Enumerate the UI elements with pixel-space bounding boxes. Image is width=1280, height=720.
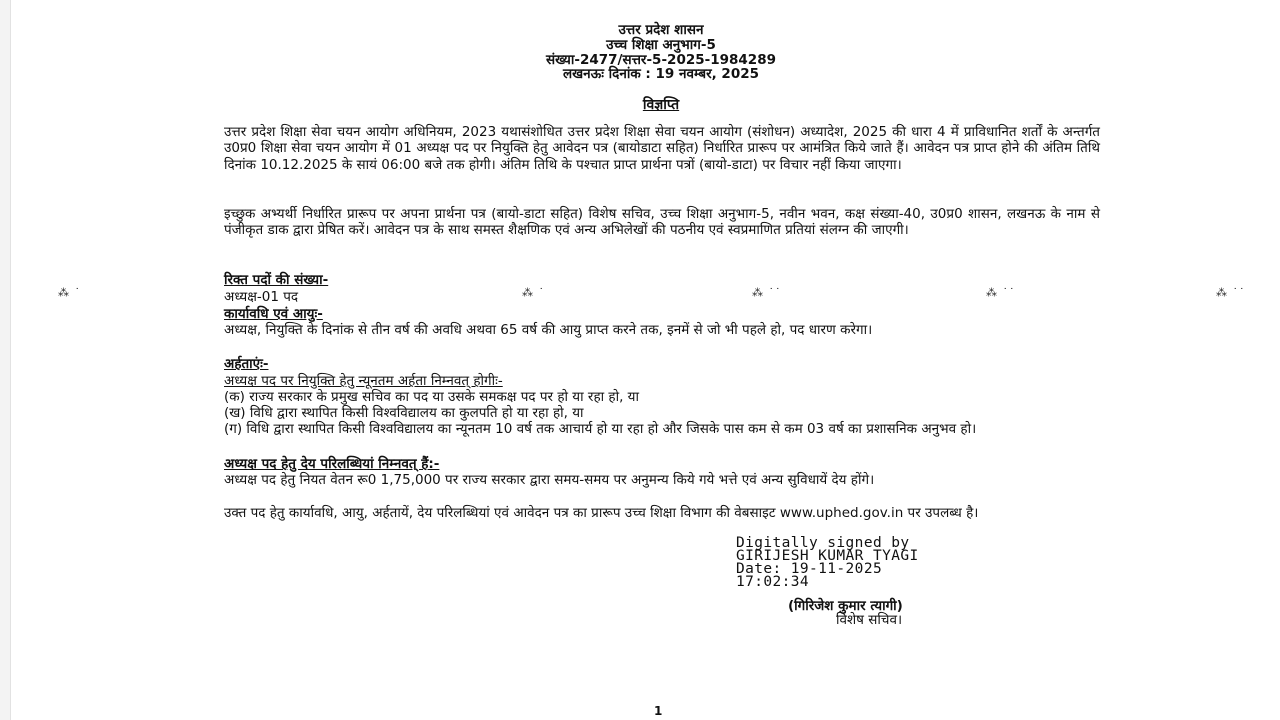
digital-signature-line: Digitally signed by: [736, 535, 910, 551]
intro-paragraph: उत्तर प्रदेश शिक्षा सेवा चयन आयोग अधिनियम, 2023 यथासंशोधित उत्तर प्रदेश शिक्षा सेवा चयन आयोग (संशोधन) अध्यादेश, 2025 की धारा 4 में प्राविधानित शर्तों के अन्तर्गत उ0प्र0 शिक्षा सेवा चयन आयोग में 01 अध्यक्ष पद पर नियुक्ति हेतु आवेदन पत्र (बायोडाटा सहित) निर्धारित प्रारूप पर आमंत्रित किये जाते हैं। आवेदन पत्र प्राप्त होने की अंतिम तिथि दिनांक 10.12.2025 के सायं 06:00 बजे तक होगी। अंतिम तिथि के पश्चात प्राप्त प्रार्थना पत्रों (बायो-डाटा) पर विचार नहीं किया जाएगा।: [224, 124, 1100, 173]
tenure-heading: कार्यावधि एवं आयुः-: [224, 306, 323, 322]
signatory-name: (गिरिजेश कुमार त्यागी): [788, 598, 903, 614]
page-number: 1: [654, 704, 663, 718]
digital-signature-time: 17:02:34: [736, 574, 810, 590]
vacancy-text: अध्यक्ष-01 पद: [224, 289, 299, 305]
benefits-heading: अध्यक्ष पद हेतु देय परिलब्धियां निम्नवत् हैं:-: [224, 456, 440, 472]
scan-speck-icon: ⁂ ˙: [522, 286, 545, 299]
tenure-text: अध्यक्ष, नियुक्ति के दिनांक से तीन वर्ष की अवधि अथवा 65 वर्ष की आयु प्राप्त करने तक, इनमें से जो भी पहले हो, पद धारण करेगा।: [224, 322, 873, 338]
qualification-item: (ख) विधि द्वारा स्थापित किसी विश्वविद्यालय का कुलपति हो या रहा हो, या: [224, 405, 584, 421]
qualifications-heading: अर्हताएंः-: [224, 356, 269, 372]
qualifications-subheading: अध्यक्ष पद पर नियुक्ति हेतु न्यूनतम अर्हता निम्नवत् होगीः-: [224, 373, 503, 389]
header-govt: उत्तर प्रदेश शासन: [618, 22, 704, 38]
header-section: उच्च शिक्षा अनुभाग-5: [606, 37, 716, 53]
scan-speck-icon: ⁂ ˙˙: [986, 286, 1016, 299]
notice-title: विज्ञप्ति: [642, 97, 680, 113]
digital-signature-date: Date: 19-11-2025: [736, 561, 883, 577]
header-ref-no: संख्या-2477/सत्तर-5-2025-1984289: [546, 52, 776, 68]
scan-speck-icon: ⁂ ˙˙: [1216, 286, 1246, 299]
vacancy-heading: रिक्त पदों की संख्या-: [224, 272, 329, 288]
qualification-item: (क) राज्य सरकार के प्रमुख सचिव का पद या उसके समकक्ष पद पर हो या रहा हो, या: [224, 389, 639, 405]
benefits-text: अध्यक्ष पद हेतु नियत वेतन रू0 1,75,000 पर राज्य सरकार द्वारा समय-समय पर अनुमन्य किये गये भत्ते एवं अन्य सुविधायें देय होंगे।: [224, 472, 875, 488]
second-paragraph: इच्छुक अभ्यर्थी निर्धारित प्रारूप पर अपना प्रार्थना पत्र (बायो-डाटा सहित) विशेष सचिव, उच्च शिक्षा अनुभाग-5, नवीन भवन, कक्ष संख्या-40, उ0प्र0 शासन, लखनऊ के नाम से पंजीकृत डाक द्वारा प्रेषित करें। आवेदन पत्र के साथ समस्त शैक्षणिक एवं अन्य अभिलेखों की पठनीय एवं स्वप्रमाणित प्रतियां संलग्न की जाएगी।: [224, 206, 1100, 239]
closing-paragraph: उक्त पद हेतु कार्यावधि, आयु, अर्हतायें, देय परिलब्धियां एवं आवेदन पत्र का प्रारूप उच्च शिक्षा विभाग की वेबसाइट www.uphed.gov.in पर उपलब्ध है।: [224, 505, 979, 521]
qualification-item: (ग) विधि द्वारा स्थापित किसी विश्वविद्यालय का न्यूनतम 10 वर्ष तक आचार्य हो या रहा हो और जिसके पास कम से कम 03 वर्ष का प्रशासनिक अनुभव हो।: [224, 421, 977, 437]
scan-speck-icon: ⁂ ˙: [58, 286, 81, 299]
digital-signature-name: GIRIJESH KUMAR TYAGI: [736, 548, 919, 564]
signatory-designation: विशेष सचिव।: [836, 612, 903, 628]
header-date: लखनऊः दिनांक : 19 नवम्बर, 2025: [562, 66, 760, 82]
scan-speck-icon: ⁂ ˙˙: [752, 286, 782, 299]
